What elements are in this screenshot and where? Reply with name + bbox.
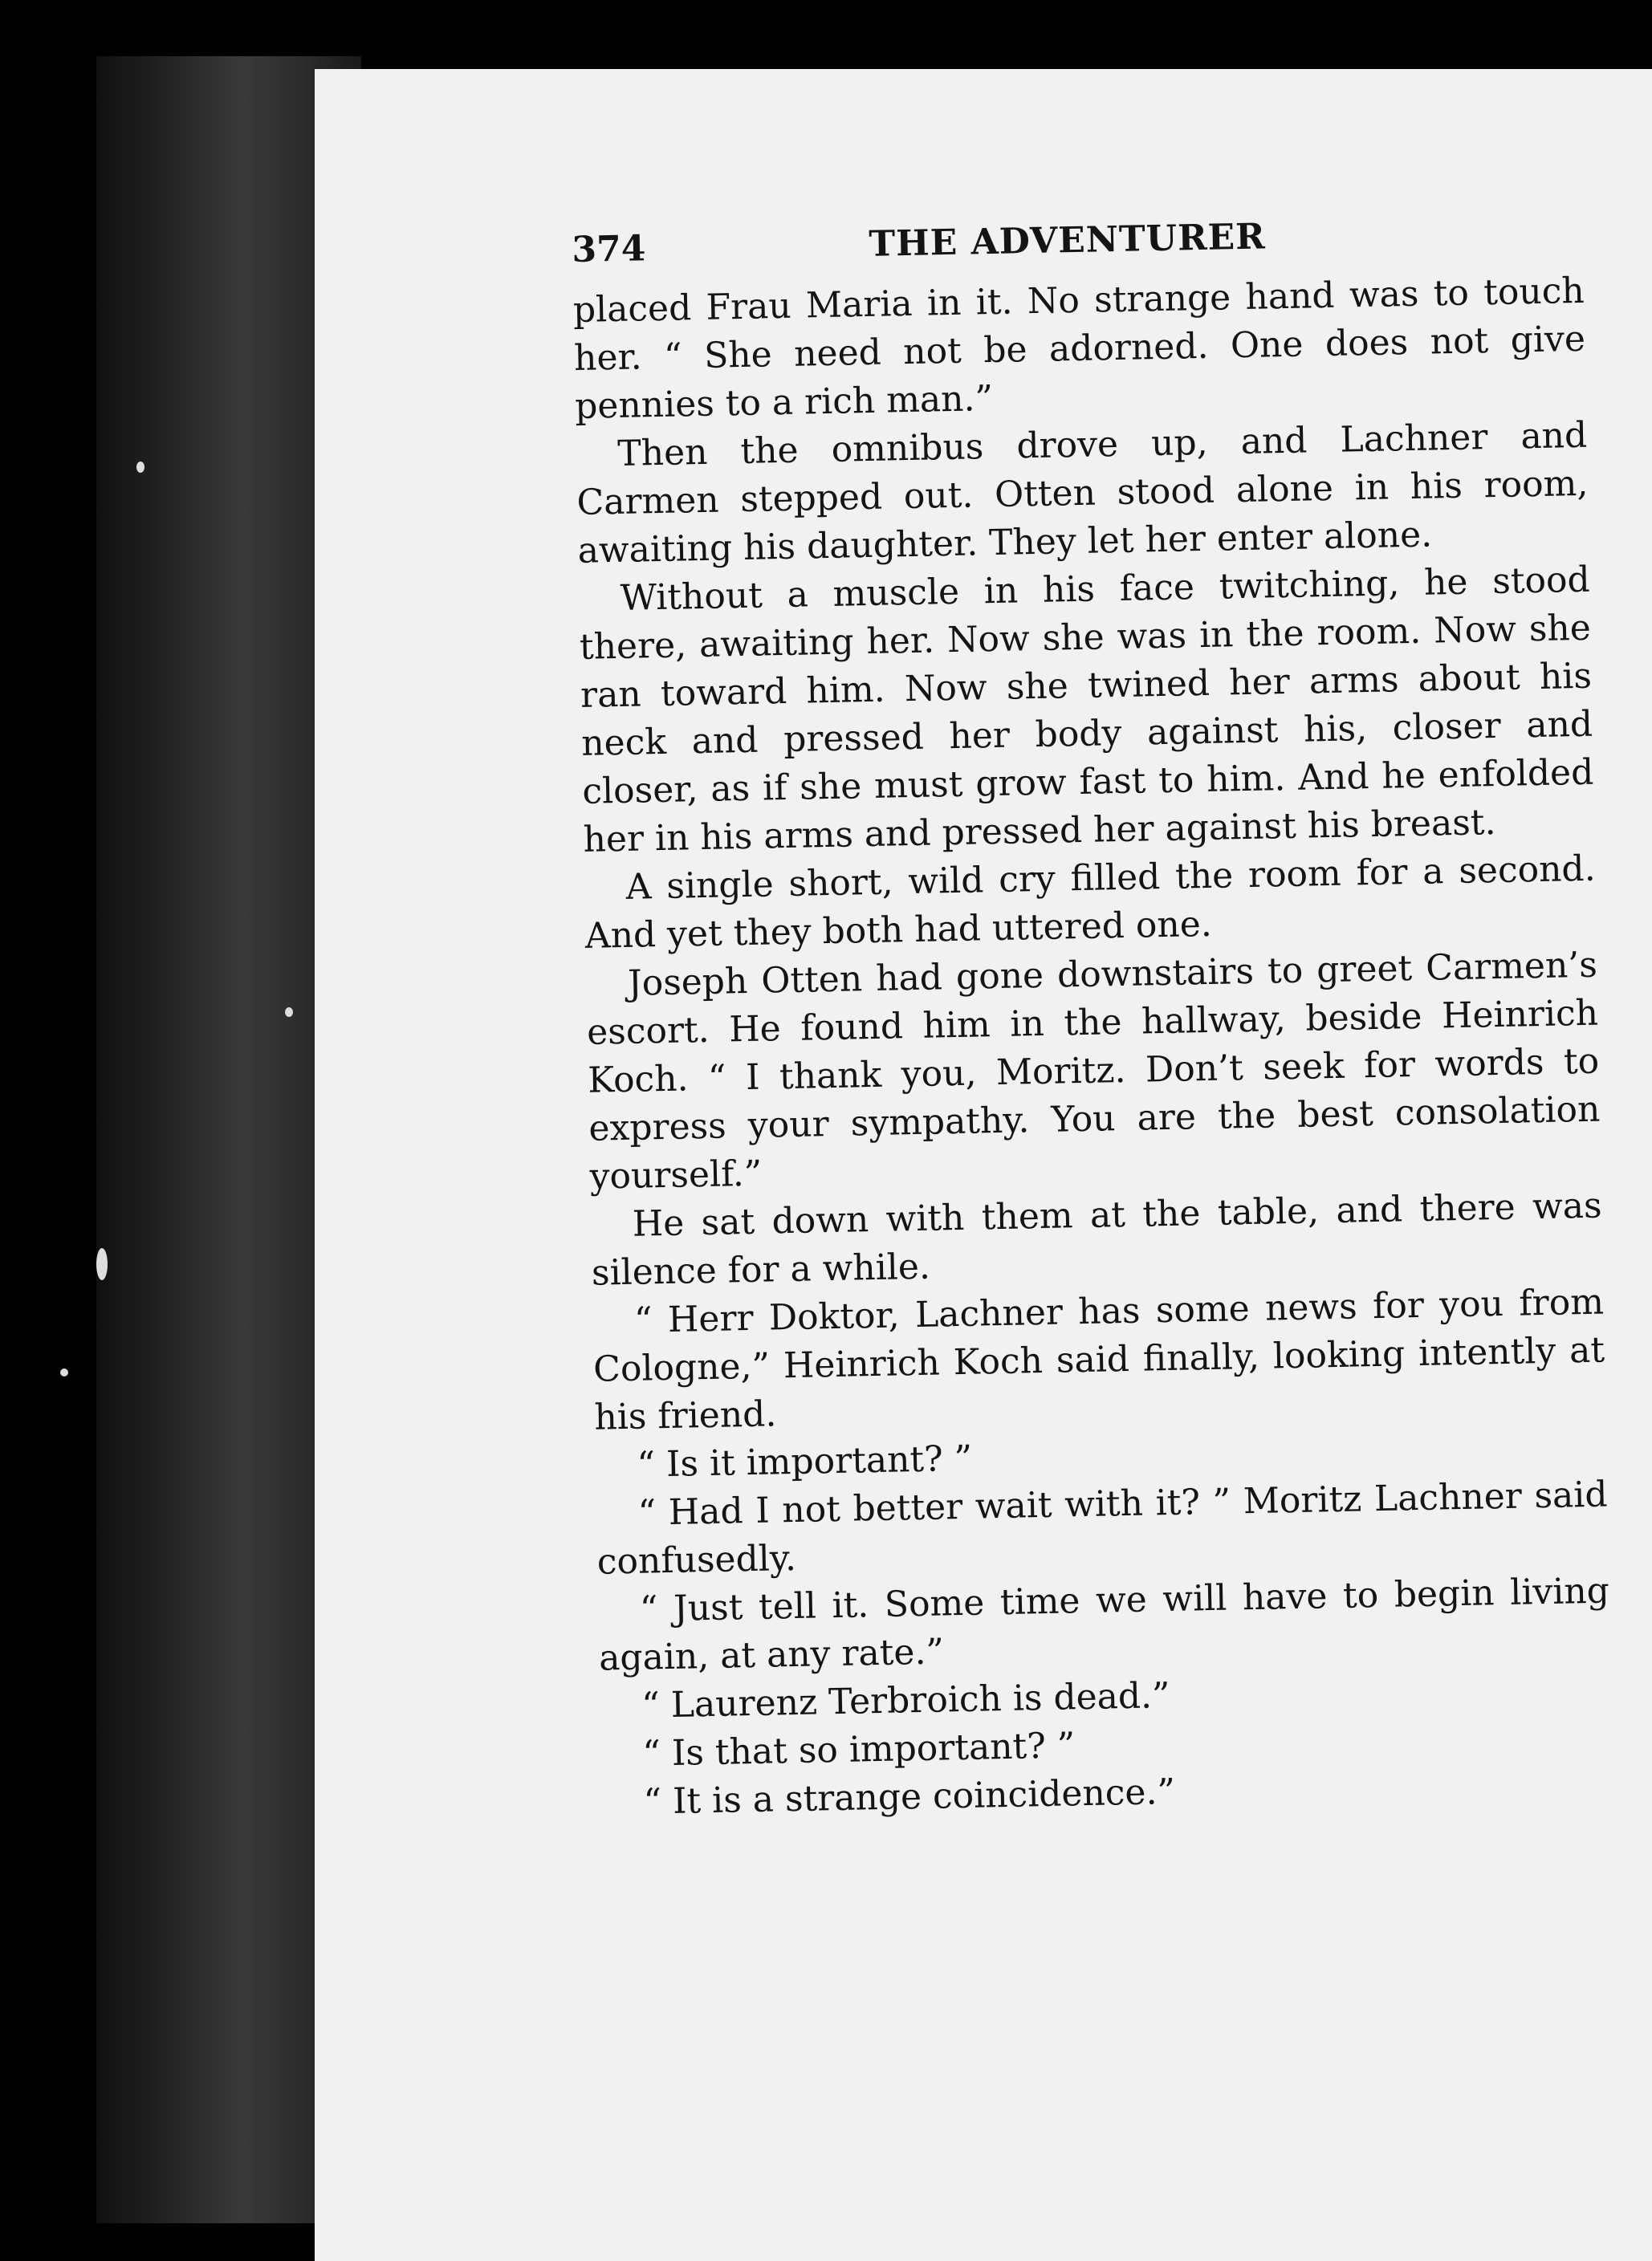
paragraph: Joseph Otten had gone downstairs to greet Carmen’s escort. He found him in the hallway, beside Heinrich Koch. “ I thank you, Moritz. Don’t seek for words to express your sympathy. You are the best consolation yourself.” [586,944,1601,1198]
book-page [315,69,1652,2261]
page-header [572,204,1652,270]
paragraph: “ Herr Doktor, Lachner has some news for you from Cologne,” Heinrich Koch said finally, looking intently at his friend. [592,1281,1605,1438]
paragraph: “ Laurenz Terbroich is dead.” [641,1675,1171,1726]
dust-speck [60,1368,68,1377]
paragraph: Then the omnibus drove up, and Lachner and Carmen stepped out. Otten stood alone in his room, awaiting his daughter. They let her enter alone. [576,414,1589,571]
dust-speck [96,1248,108,1280]
paragraph: A single short, wild cry filled the room for a second. And yet they both had uttered one. [584,848,1597,957]
paragraph: “ Is it important? ” [637,1438,973,1486]
paragraph: He sat down with them at the table, and there was silence for a while. [591,1185,1603,1294]
running-title: THE ADVENTURER [868,216,1267,265]
body-text [572,261,1652,1828]
paragraph: “ It is a strange coincidence.” [643,1771,1176,1823]
dust-speck [285,1007,293,1017]
paragraph: “ Just tell it. Some time we will have to begin living again, at any rate.” [598,1570,1610,1679]
paragraph: “ Is that so important? ” [641,1725,1076,1775]
paragraph: Without a muscle in his face twitching, he stood there, awaiting her. Now she was in the room. Now she ran toward him. Now she twined her arms about his neck and pressed her body against his, closer and closer, as if she must grow fast to him. And he enfolded her in his arms and pressed her against his breast. [579,559,1594,860]
page-number: 374 [572,228,646,270]
paragraph: “ Had I not better wait with it? ” Moritz Lachner said confusedly. [596,1474,1608,1583]
page-content [572,204,1652,1828]
dust-speck [136,462,144,473]
paragraph: placed Frau Maria in it. No strange hand was to touch her. “ She need not be adorned. One does not give pennies to a rich man.” [572,270,1586,427]
